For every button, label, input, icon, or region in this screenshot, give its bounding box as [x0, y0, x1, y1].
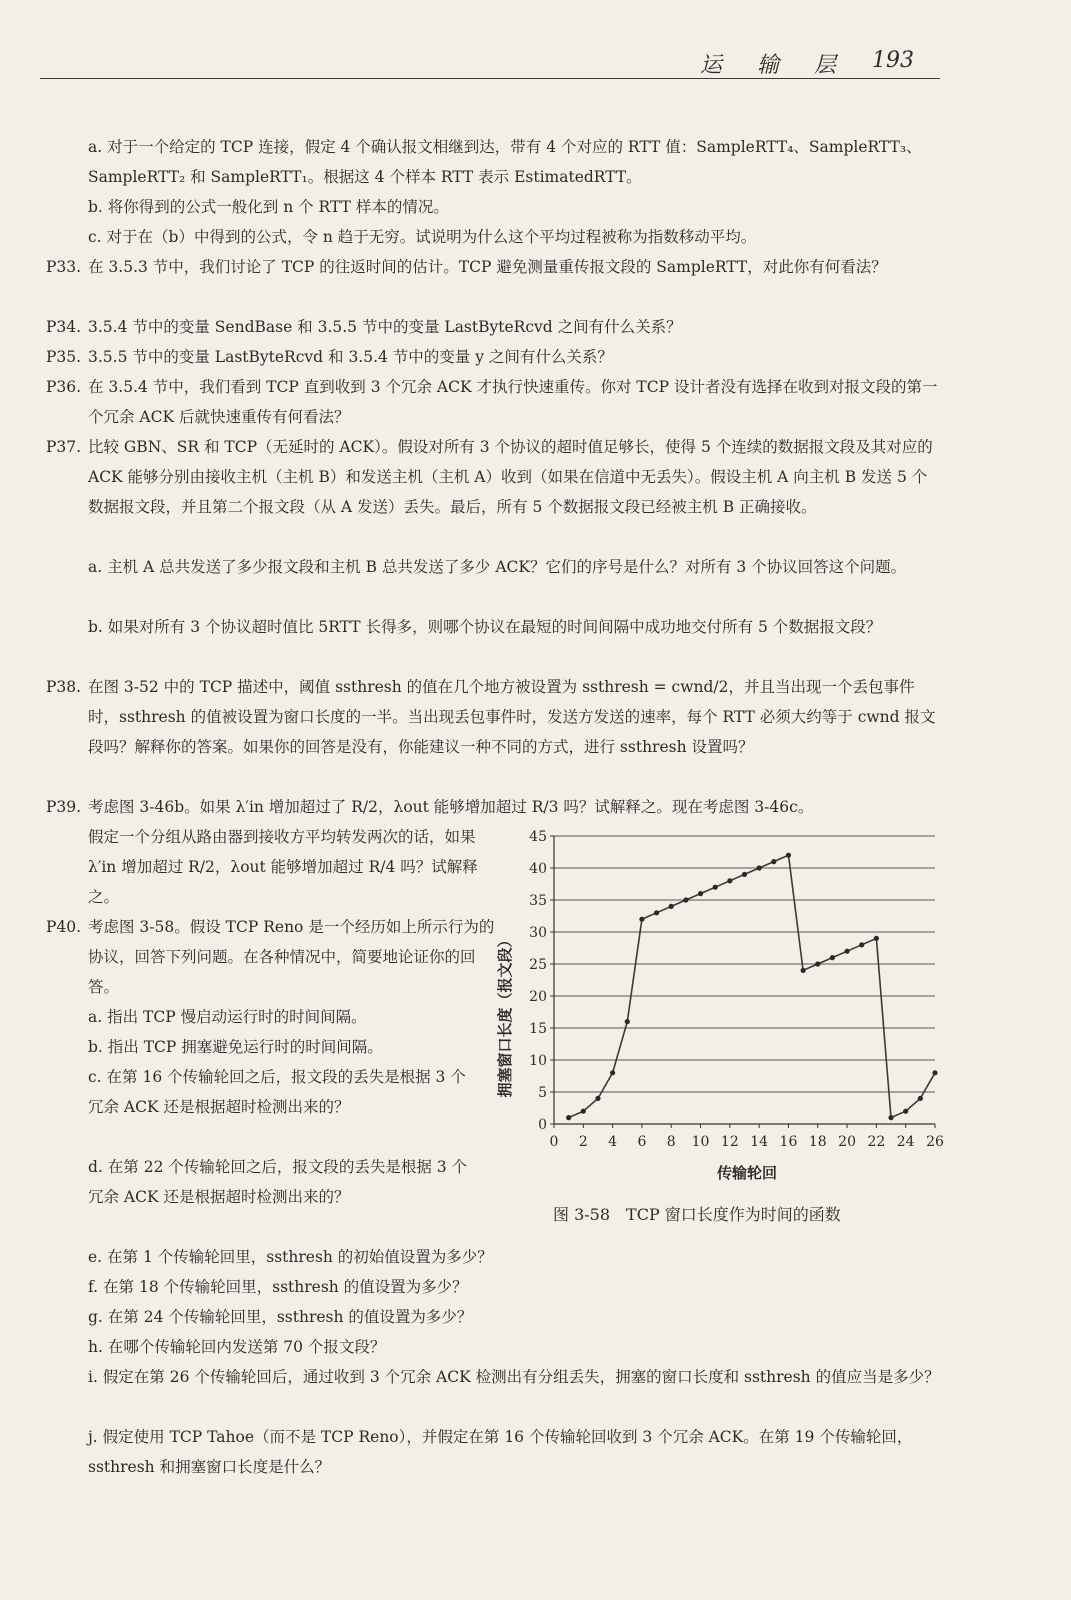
data-point: [888, 1115, 893, 1120]
data-point: [932, 1070, 937, 1075]
x-tick-label: 6: [637, 1134, 647, 1150]
page-header: [40, 44, 940, 79]
data-point: [713, 885, 718, 890]
data-point: [757, 865, 762, 870]
x-tick-label: 14: [750, 1134, 769, 1150]
data-point: [727, 878, 732, 883]
y-axis-label: 拥塞窗口长度（报文段）: [496, 932, 514, 1098]
data-point: [801, 968, 806, 973]
data-point: [625, 1019, 630, 1024]
y-tick-label: 5: [538, 1085, 547, 1101]
question-number: P37.: [46, 438, 82, 456]
data-point: [859, 942, 864, 947]
question-text-wrap: 考虑图 3-58。假设 TCP Reno 是一个经历如上所示行为的协议，回答下列问题。在各种情况中，简要地论证你的回答。: [88, 918, 495, 996]
data-point: [698, 891, 703, 896]
y-tick-label: 25: [529, 957, 547, 973]
data-point: [844, 949, 849, 954]
question-number: P38.: [46, 678, 82, 696]
y-tick-label: 35: [529, 893, 547, 909]
data-point: [639, 917, 644, 922]
section-title: 运 输 层: [700, 53, 850, 78]
p40-item-h: h. 在哪个传输轮回内发送第 70 个报文段？: [88, 1338, 386, 1356]
data-point: [786, 853, 791, 858]
x-tick-label: 10: [691, 1134, 710, 1150]
question-text: 在图 3-52 中的 TCP 描述中，阈值 ssthresh 的值在几个地方被设置为 ssthresh = cwnd/2，并且当出现一个丢包事件时，ssthresh 的值被设置为窗口长度的一半。当出现丢包事件时，发送方发送的速率，每个 RTT 必须大约等于 cwnd 报文段吗？解释你的答案。如果你的回答是没有，你能建议一种不同的方式，进行 ssthresh 设置吗？: [88, 678, 936, 756]
question-text-wrap: 假定一个分组从路由器到接收方平均转发两次的话，如果 λ′in 增加超过 R/2，λout 能够增加超过 R/4 吗？试解释之。: [88, 828, 478, 906]
question-text: 在 3.5.3 节中，我们讨论了 TCP 的往返时间的估计。TCP 避免测量重传报文段的 SampleRTT，对此你有何看法？: [88, 258, 887, 276]
data-point: [566, 1115, 571, 1120]
data-point: [771, 859, 776, 864]
p37-item-b: b. 如果对所有 3 个协议超时值比 5RTT 长得多，则哪个协议在最短的时间间隔中成功地交付所有 5 个数据报文段？: [88, 618, 882, 636]
question-number: P35.: [46, 348, 82, 366]
data-point: [669, 904, 674, 909]
p40-item-d: d. 在第 22 个传输轮回之后，报文段的丢失是根据 3 个冗余 ACK 还是根据超时检测出来的？: [88, 1158, 468, 1206]
p40-item-a: a. 指出 TCP 慢启动运行时的时间间隔。: [88, 1008, 367, 1026]
y-tick-label: 45: [529, 829, 547, 845]
data-point: [903, 1109, 908, 1114]
y-tick-label: 30: [529, 925, 547, 941]
x-tick-label: 8: [666, 1134, 676, 1150]
p40-item-g: g. 在第 24 个传输轮回里，ssthresh 的值设置为多少？: [88, 1308, 473, 1326]
p32-item-b: b. 将你得到的公式一般化到 n 个 RTT 样本的情况。: [88, 198, 449, 216]
figure-caption: 图 3-58 TCP 窗口长度作为时间的函数: [553, 1205, 841, 1224]
x-tick-label: 16: [779, 1134, 798, 1150]
data-point: [683, 897, 688, 902]
cwnd-series-line: [569, 855, 935, 1117]
question-text: 比较 GBN、SR 和 TCP（无延时的 ACK）。假设对所有 3 个协议的超时值足够长，使得 5 个连续的数据报文段及其对应的 ACK 能够分别由接收主机（主机 B）和发送主机（主机 A）收到（如果在信道中无丢失）。假设主机 A 向主机 B 发送 5 个数据报文段，并且第二个报文段（从 A 发送）丢失。最后，所有 5 个数据报文段已经被主机 B 正确接收。: [88, 438, 933, 516]
x-tick-label: 22: [867, 1134, 886, 1150]
data-point: [815, 961, 820, 966]
data-point: [610, 1070, 615, 1075]
x-tick-label: 18: [808, 1134, 827, 1150]
x-tick-label: 4: [608, 1134, 618, 1150]
question-text: 在 3.5.4 节中，我们看到 TCP 直到收到 3 个冗余 ACK 才执行快速重传。你对 TCP 设计者没有选择在收到对报文段的第一个冗余 ACK 后就快速重传有何看法？: [88, 378, 938, 426]
p40-item-i: i. 假定在第 26 个传输轮回后，通过收到 3 个冗余 ACK 检测出有分组丢失，拥塞的窗口长度和 ssthresh 的值应当是多少？: [88, 1368, 940, 1386]
question-text: 3.5.4 节中的变量 SendBase 和 3.5.5 节中的变量 LastByteRcvd 之间有什么关系？: [88, 318, 682, 336]
question-text-line: 考虑图 3-46b。如果 λ′in 增加超过了 R/2，λout 能够增加超过 R/3 吗？试解释之。现在考虑图 3-46c。: [88, 798, 814, 816]
question-number: P34.: [46, 318, 82, 336]
y-tick-label: 40: [529, 861, 547, 877]
y-tick-label: 15: [529, 1021, 547, 1037]
y-tick-label: 10: [529, 1053, 547, 1069]
p40-item-b: b. 指出 TCP 拥塞避免运行时的时间间隔。: [88, 1038, 383, 1056]
p40-item-c: c. 在第 16 个传输轮回之后，报文段的丢失是根据 3 个冗余 ACK 还是根据超时检测出来的？: [88, 1068, 466, 1116]
p32-item-a: a. 对于一个给定的 TCP 连接，假定 4 个确认报文相继到达，带有 4 个对应的 RTT 值：SampleRTT₄、SampleRTT₃、SampleRTT₂ 和 SampleRTT₁。根据这 4 个样本 RTT 表示 EstimatedRTT。: [88, 138, 922, 186]
data-point: [742, 872, 747, 877]
data-point: [830, 955, 835, 960]
data-point: [581, 1109, 586, 1114]
question-text: 3.5.5 节中的变量 LastByteRcvd 和 3.5.4 节中的变量 y 之间有什么关系？: [88, 348, 613, 366]
p32-item-c: c. 对于在（b）中得到的公式，令 n 趋于无穷。试说明为什么这个平均过程被称为指数移动平均。: [88, 228, 757, 246]
data-point: [595, 1096, 600, 1101]
p40-item-e: e. 在第 1 个传输轮回里，ssthresh 的初始值设置为多少？: [88, 1248, 493, 1266]
x-axis-label: 传输轮回: [716, 1164, 778, 1182]
x-tick-label: 0: [549, 1134, 559, 1150]
y-tick-label: 0: [538, 1117, 547, 1133]
question-number: P39.: [46, 798, 82, 816]
x-tick-label: 2: [578, 1134, 588, 1150]
question-number: P36.: [46, 378, 82, 396]
y-tick-label: 20: [529, 989, 547, 1005]
x-tick-label: 20: [838, 1134, 856, 1150]
question-number: P40.: [46, 918, 82, 936]
page-number: 193: [872, 48, 914, 73]
question-number: P33.: [46, 258, 82, 276]
x-tick-label: 12: [720, 1134, 739, 1150]
p37-item-a: a. 主机 A 总共发送了多少报文段和主机 B 总共发送了多少 ACK？它们的序号是什么？对所有 3 个协议回答这个问题。: [88, 558, 907, 576]
p40-item-f: f. 在第 18 个传输轮回里，ssthresh 的值设置为多少？: [88, 1278, 468, 1296]
data-point: [874, 936, 879, 941]
p40-item-j: j. 假定使用 TCP Tahoe（而不是 TCP Reno），并假定在第 16 个传输轮回收到 3 个冗余 ACK。在第 19 个传输轮回，ssthresh 和拥塞窗口长度是什么？: [88, 1428, 913, 1476]
x-tick-label: 26: [926, 1134, 944, 1150]
data-point: [918, 1096, 923, 1101]
cwnd-chart: [492, 820, 952, 1190]
x-tick-label: 24: [896, 1134, 915, 1150]
data-point: [654, 910, 659, 915]
